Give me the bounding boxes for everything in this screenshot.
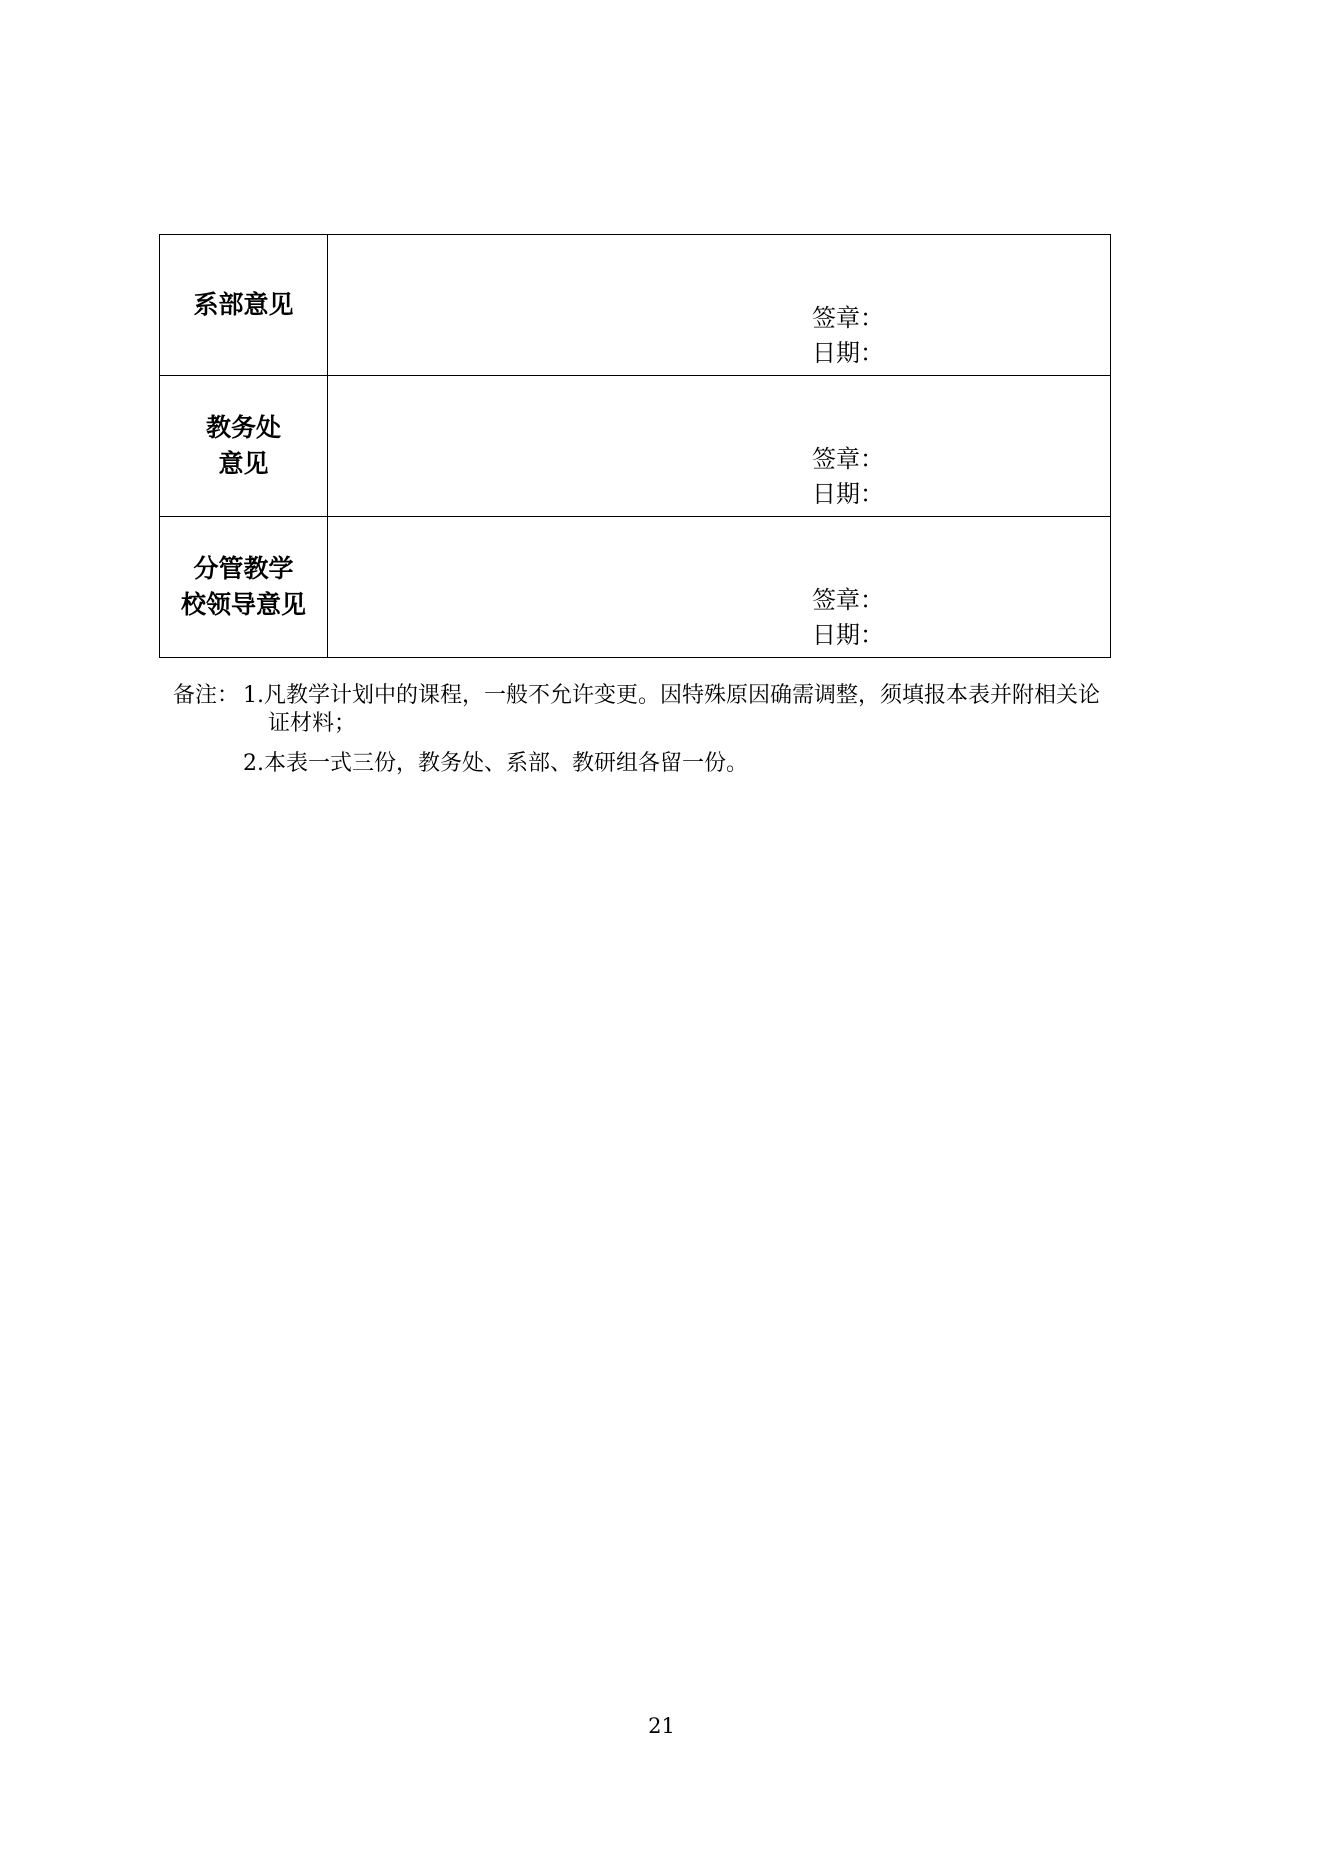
note-prefix-spacer [173, 750, 243, 778]
date-label: 日期： [812, 480, 884, 508]
school-leader-opinion-field[interactable] [328, 517, 1111, 658]
notes-prefix: 备注： [173, 683, 240, 708]
note-first-line [243, 682, 1163, 710]
signature-block [812, 583, 884, 653]
note-item [173, 682, 1163, 738]
row-label-line: 分管教学 [193, 554, 294, 583]
signature-block [812, 301, 884, 371]
page-number: 21 [648, 1714, 675, 1738]
academic-affairs-opinion-field[interactable] [328, 376, 1111, 517]
row-label-line: 校领导意见 [180, 590, 306, 619]
note-body [243, 750, 1163, 778]
date-label: 日期： [812, 621, 884, 649]
note-continuation-line: 证材料； [268, 711, 357, 736]
signature-block [812, 442, 884, 512]
seal-label: 签章： [812, 445, 884, 473]
note-text: 本表一式三份，教务处、系部、教研组各留一份。 [264, 751, 749, 776]
department-opinion-field[interactable] [328, 235, 1111, 376]
approval-row-academic-affairs [160, 376, 1111, 517]
row-label-line: 意见 [218, 449, 269, 478]
approval-row-school-leader [160, 517, 1111, 658]
seal-label: 签章： [812, 304, 884, 332]
date-label: 日期： [812, 339, 884, 367]
note-number: 1. [243, 683, 264, 708]
note-first-line [243, 750, 1163, 778]
note-item [173, 750, 1163, 778]
row-label-line: 系部意见 [193, 290, 294, 319]
academic-affairs-opinion-label [160, 376, 328, 517]
school-leader-opinion-label [160, 517, 328, 658]
department-opinion-label [160, 235, 328, 376]
seal-label: 签章： [812, 586, 884, 614]
approval-table [159, 234, 1111, 658]
approval-row-department [160, 235, 1111, 376]
note-number: 2. [243, 751, 264, 776]
note-body [243, 682, 1163, 738]
notes-section [173, 682, 1163, 790]
row-label-line: 教务处 [205, 413, 281, 442]
note-text: 凡教学计划中的课程，一般不允许变更。因特殊原因确需调整，须填报本表并附相关论 [264, 683, 1101, 708]
